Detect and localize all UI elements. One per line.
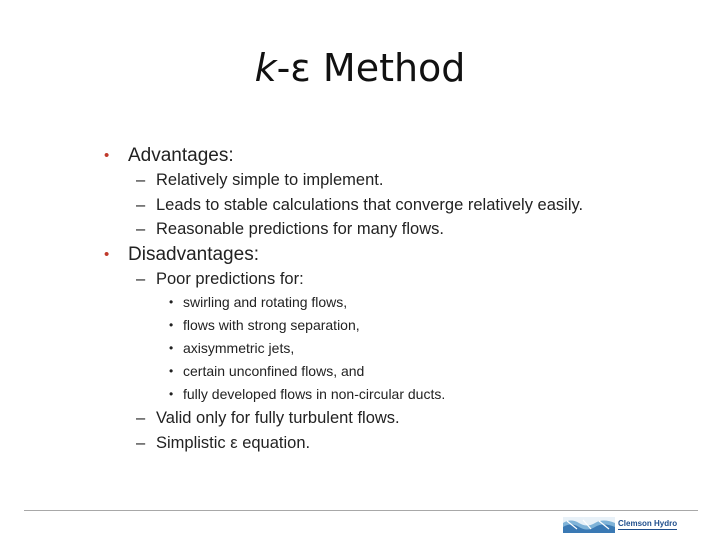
disadvantages-heading-text: Disadvantages: bbox=[128, 243, 259, 265]
small-bullet-icon: • bbox=[169, 295, 174, 309]
small-bullet-icon: • bbox=[169, 387, 174, 401]
dash-icon: – bbox=[136, 409, 146, 427]
advantage-item-text: Relatively simple to implement. bbox=[156, 171, 384, 189]
bullet-icon: • bbox=[104, 147, 110, 164]
dash-icon: – bbox=[136, 171, 146, 189]
advantage-item bbox=[104, 193, 704, 218]
wave-logo-icon bbox=[563, 517, 615, 533]
advantages-heading bbox=[104, 143, 704, 168]
slide-content bbox=[104, 143, 704, 455]
poor-prediction-item bbox=[104, 291, 704, 314]
dash-icon: – bbox=[136, 220, 146, 238]
small-bullet-icon: • bbox=[169, 364, 174, 378]
clemson-hydro-logo bbox=[563, 517, 683, 533]
disadvantage-item-text: Simplistic ε equation. bbox=[156, 433, 311, 452]
poor-prediction-item bbox=[104, 360, 704, 383]
advantage-item bbox=[104, 217, 704, 242]
dash-icon: – bbox=[136, 269, 146, 288]
advantage-item-text: Reasonable predictions for many flows. bbox=[156, 220, 444, 238]
poor-predictions-heading-text: Poor predictions for: bbox=[156, 269, 304, 288]
slide-title-k: k bbox=[254, 46, 277, 90]
advantage-item bbox=[104, 168, 704, 193]
advantage-item-text: Leads to stable calculations that converge relatively easily. bbox=[156, 195, 584, 214]
poor-prediction-text: swirling and rotating flows, bbox=[183, 294, 348, 310]
small-bullet-icon: • bbox=[169, 318, 174, 332]
slide-title bbox=[0, 42, 720, 94]
slide-title-rest: -ε Method bbox=[276, 46, 466, 90]
disadvantages-heading bbox=[104, 242, 704, 267]
poor-prediction-text: certain unconfined flows, and bbox=[183, 363, 365, 379]
disadvantage-item-text: Valid only for fully turbulent flows. bbox=[156, 409, 400, 427]
bullet-icon: • bbox=[104, 245, 110, 263]
poor-prediction-item bbox=[104, 383, 704, 406]
small-bullet-icon: • bbox=[169, 341, 174, 355]
dash-icon: – bbox=[136, 195, 146, 214]
poor-prediction-text: axisymmetric jets, bbox=[183, 340, 295, 356]
poor-prediction-item bbox=[104, 314, 704, 337]
poor-prediction-text: flows with strong separation, bbox=[183, 317, 360, 333]
dash-icon: – bbox=[136, 433, 146, 452]
advantages-heading-text: Advantages: bbox=[128, 145, 234, 166]
disadvantage-item bbox=[104, 431, 704, 456]
footer-divider bbox=[24, 510, 698, 511]
logo-text: Clemson Hydro bbox=[618, 519, 678, 528]
poor-prediction-item bbox=[104, 337, 704, 360]
poor-prediction-text: fully developed flows in non-circular ducts. bbox=[183, 386, 446, 402]
disadvantage-item bbox=[104, 406, 704, 431]
poor-predictions-heading bbox=[104, 267, 704, 292]
